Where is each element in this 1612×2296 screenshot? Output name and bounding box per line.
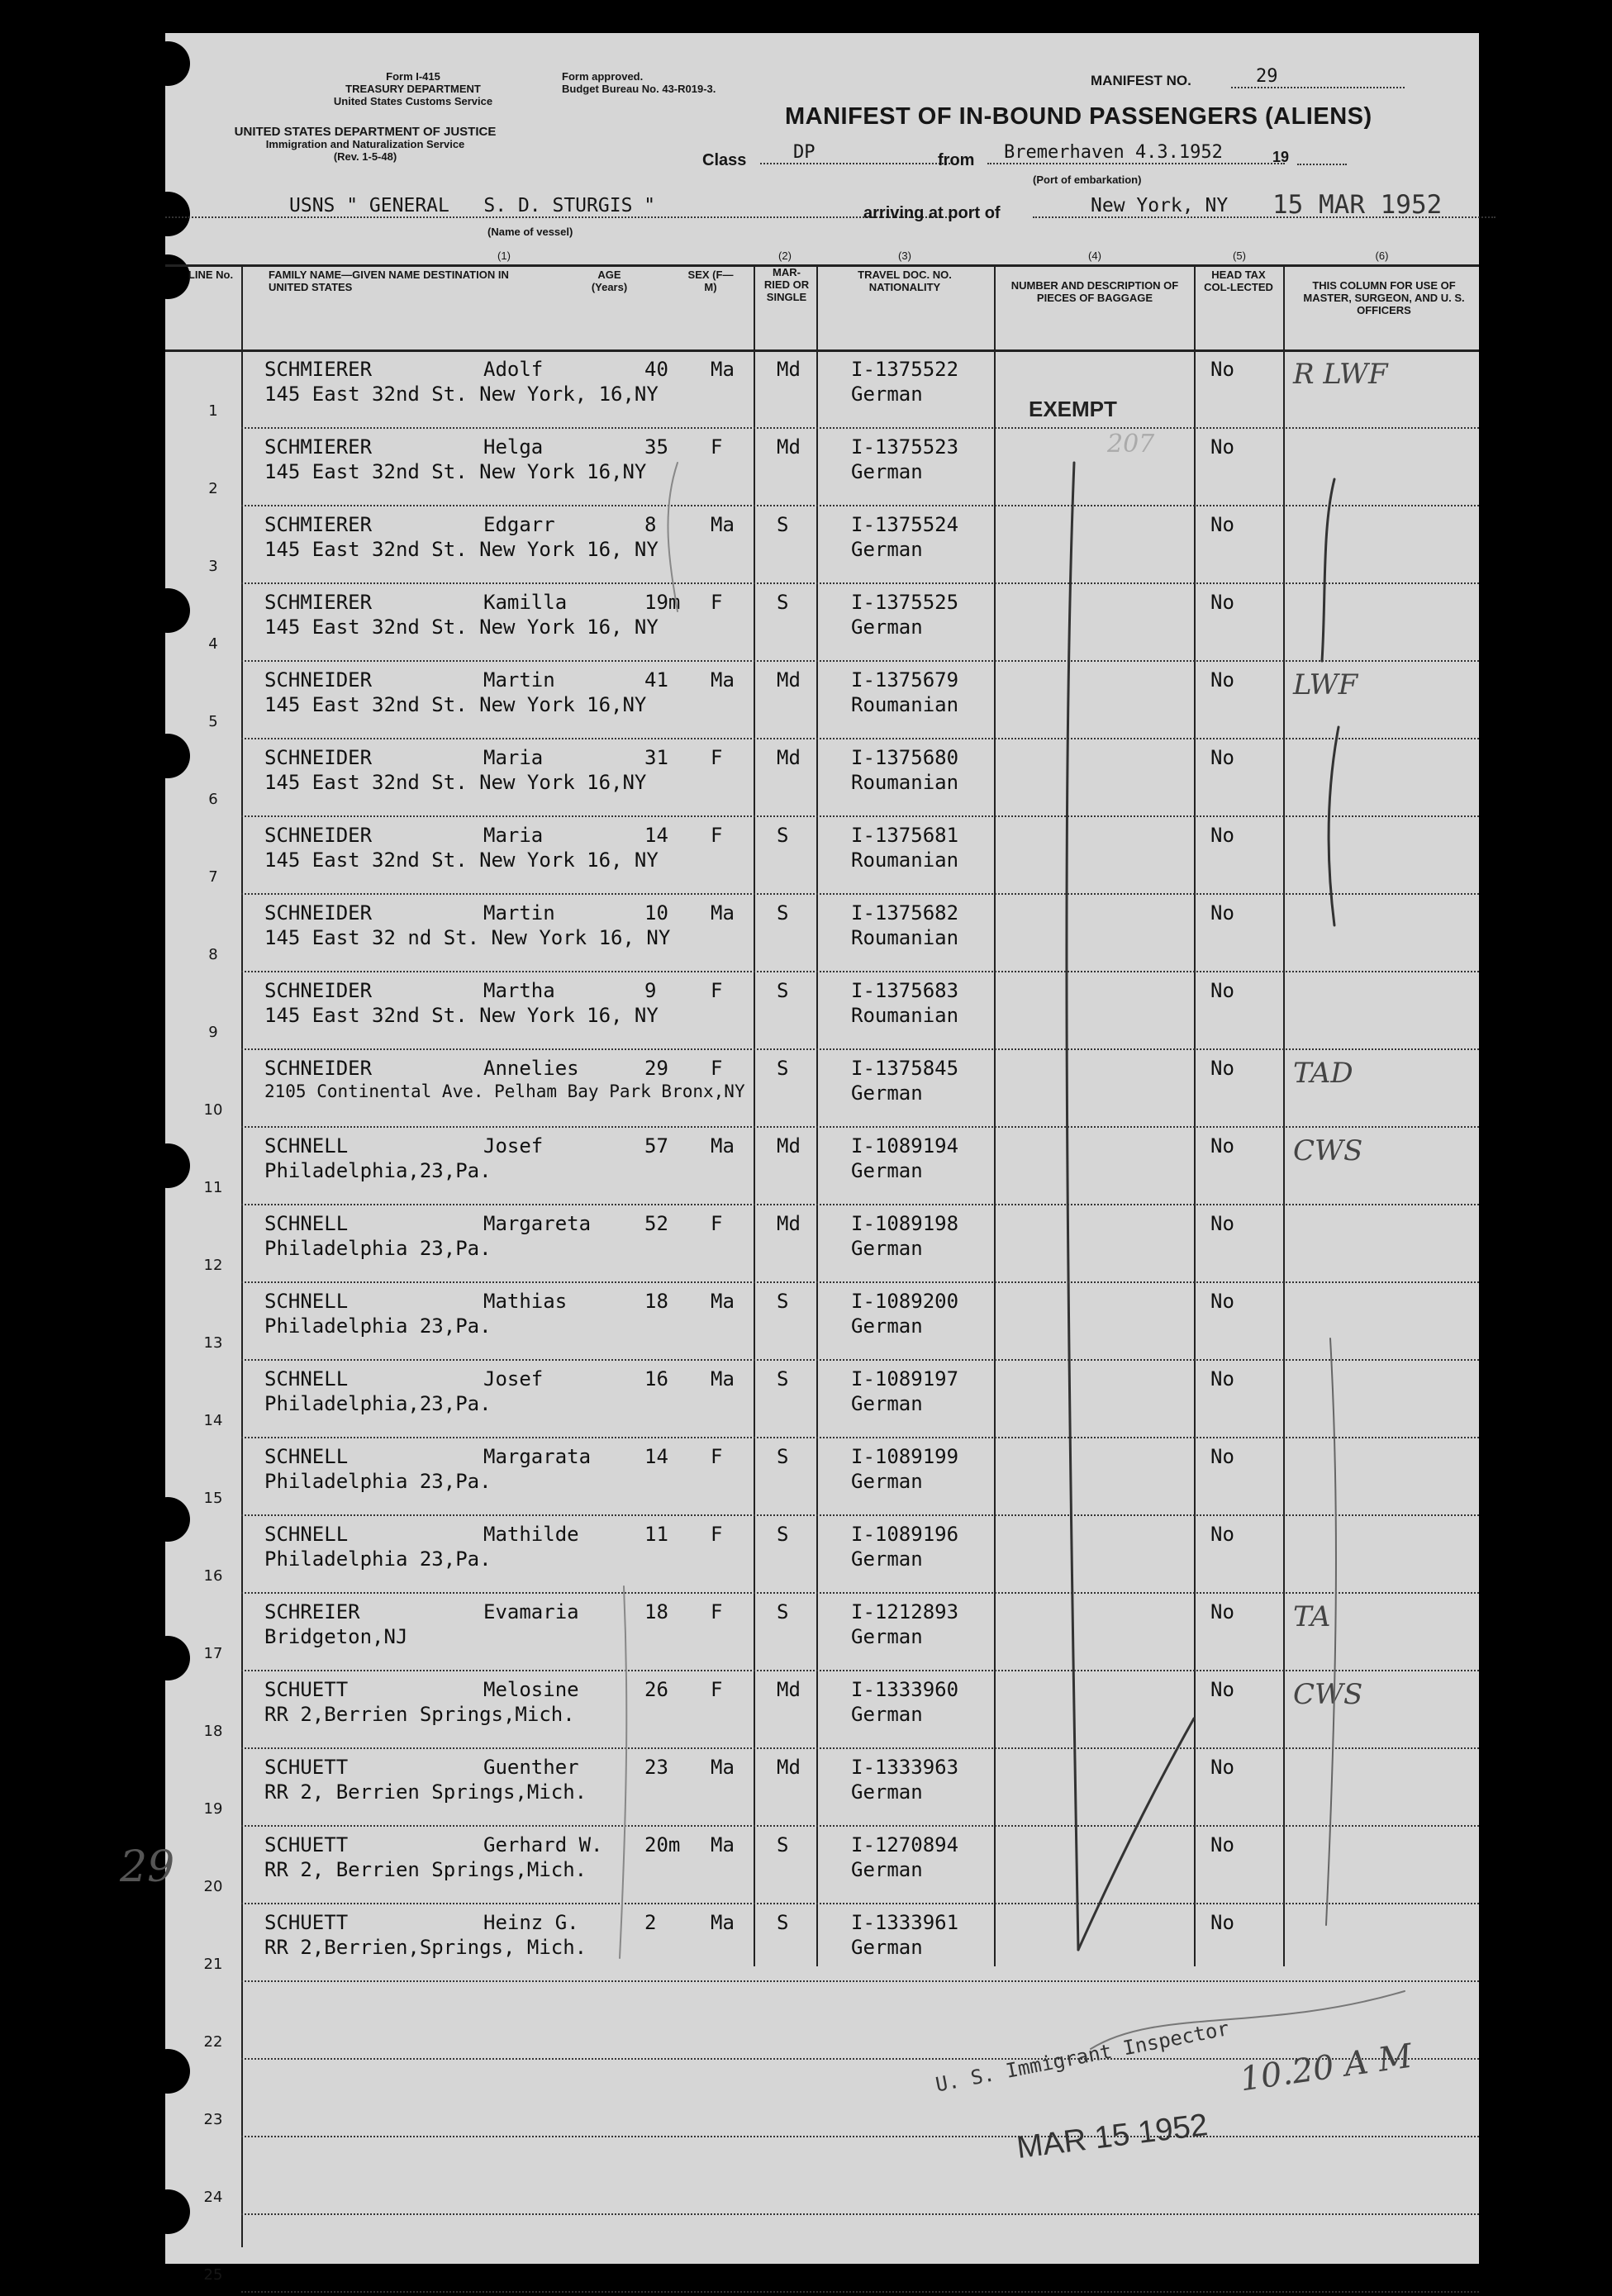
age: 26 — [644, 1678, 668, 1701]
budget-bureau: Budget Bureau No. 43-R019-3. — [562, 83, 716, 95]
age: 52 — [644, 1212, 668, 1235]
family-name: SCHNELL — [264, 1523, 349, 1546]
sex: F — [711, 979, 723, 1002]
officer-note: R LWF — [1293, 358, 1388, 391]
family-name: SCHMIERER — [264, 591, 373, 614]
arrival-port: New York, NY — [1033, 195, 1495, 218]
marital-status: Md — [777, 1678, 801, 1701]
travel-doc-no: I-1375523 — [851, 435, 959, 459]
sex: F — [711, 1523, 723, 1546]
head-tax: No — [1210, 1134, 1234, 1158]
destination: RR 2, Berrien Springs,Mich. — [264, 1780, 587, 1804]
line-number: 24 — [203, 2189, 223, 2206]
baggage-number: 207 — [1107, 430, 1155, 459]
nationality: German — [851, 1081, 923, 1105]
sex: Ma — [711, 1134, 735, 1158]
line-number: 3 — [208, 558, 218, 575]
nationality: German — [851, 1625, 923, 1648]
destination: Philadelphia 23,Pa. — [264, 1314, 492, 1338]
travel-doc-no: I-1375680 — [851, 746, 959, 769]
line-number: 4 — [208, 635, 218, 653]
age: 9 — [644, 979, 657, 1002]
line-number: 21 — [203, 1956, 223, 1973]
travel-doc-no: I-1333961 — [851, 1911, 959, 1934]
nationality: German — [851, 1547, 923, 1571]
marital-status: S — [777, 1057, 789, 1080]
destination: 145 East 32nd St. New York 16,NY — [264, 771, 647, 794]
officer-note: LWF — [1293, 668, 1358, 701]
marital-status: Md — [777, 1212, 801, 1235]
col-header-line: LINE No. — [188, 269, 234, 281]
given-name: Evamaria — [483, 1600, 579, 1623]
family-name: SCHNELL — [264, 1367, 349, 1390]
age: 35 — [644, 435, 668, 459]
marital-status: S — [777, 513, 789, 536]
col-header-married: MAR-RIED OR SINGLE — [763, 266, 810, 303]
sex: Ma — [711, 1833, 735, 1856]
marital-status: S — [777, 1600, 789, 1623]
line-number: 17 — [203, 1645, 223, 1662]
given-name: Annelies — [483, 1057, 579, 1080]
line-number: 9 — [208, 1024, 218, 1041]
sex: F — [711, 591, 723, 614]
from-value: Bremerhaven 4.3.1952 — [987, 142, 1285, 164]
head-tax: No — [1210, 1445, 1234, 1468]
sex: F — [711, 1212, 723, 1235]
arrival-date-stamp: 15 MAR 1952 — [1272, 190, 1443, 220]
marital-status: S — [777, 1445, 789, 1468]
line-number: 5 — [208, 713, 218, 730]
sex: Ma — [711, 668, 735, 692]
head-tax: No — [1210, 746, 1234, 769]
officer-note: TA — [1293, 1600, 1331, 1633]
age: 14 — [644, 1445, 668, 1468]
destination: Philadelphia 23,Pa. — [264, 1547, 492, 1571]
nationality: German — [851, 1703, 923, 1726]
given-name: Melosine — [483, 1678, 579, 1701]
nationality: Roumanian — [851, 693, 959, 716]
age: 57 — [644, 1134, 668, 1158]
handwriting-strokes — [165, 33, 1479, 2264]
nationality: German — [851, 1237, 923, 1260]
age: 41 — [644, 668, 668, 692]
given-name: Martin — [483, 901, 555, 925]
col-num-1: (1) — [497, 250, 511, 262]
col-num-3: (3) — [898, 250, 911, 262]
line-number: 22 — [203, 2033, 223, 2051]
given-name: Guenther — [483, 1756, 579, 1779]
inspector-stamp: U. S. Immigrant Inspector — [934, 2017, 1231, 2097]
given-name: Helga — [483, 435, 544, 459]
marital-status: Md — [777, 435, 801, 459]
sex: Ma — [711, 358, 735, 381]
age: 14 — [644, 824, 668, 847]
travel-doc-no: I-1375845 — [851, 1057, 959, 1080]
line-number: 16 — [203, 1567, 223, 1585]
sex: Ma — [711, 1911, 735, 1934]
head-tax: No — [1210, 1057, 1234, 1080]
col-header-sex: SEX (F—M) — [687, 269, 734, 293]
travel-doc-no: I-1089198 — [851, 1212, 959, 1235]
travel-doc-no: I-1089200 — [851, 1290, 959, 1313]
travel-doc-no: I-1212893 — [851, 1600, 959, 1623]
destination: 145 East 32 nd St. New York 16, NY — [264, 926, 671, 949]
family-name: SCHUETT — [264, 1678, 349, 1701]
marital-status: S — [777, 824, 789, 847]
col-header-headtax: HEAD TAX COL-LECTED — [1204, 269, 1273, 293]
nationality: Roumanian — [851, 926, 959, 949]
age: 16 — [644, 1367, 668, 1390]
travel-doc-no: I-1333960 — [851, 1678, 959, 1701]
customs-service: United States Customs Service — [333, 95, 493, 107]
sex: F — [711, 1600, 723, 1623]
line-number: 25 — [203, 2266, 223, 2284]
destination: 145 East 32nd St. New York, 16,NY — [264, 383, 659, 406]
marital-status: S — [777, 1367, 789, 1390]
form-approved: Form approved. — [562, 70, 644, 83]
nationality: German — [851, 538, 923, 561]
age: 11 — [644, 1523, 668, 1546]
nationality: Roumanian — [851, 771, 959, 794]
sex: F — [711, 435, 723, 459]
head-tax: No — [1210, 1212, 1234, 1235]
head-tax: No — [1210, 1523, 1234, 1546]
class-label: Class — [702, 151, 747, 169]
sex: F — [711, 746, 723, 769]
head-tax: No — [1210, 824, 1234, 847]
col-header-baggage: NUMBER AND DESCRIPTION OF PIECES OF BAGGAGE — [1010, 279, 1179, 304]
age: 19m — [644, 591, 681, 614]
travel-doc-no: I-1270894 — [851, 1833, 959, 1856]
dept-treasury: TREASURY DEPARTMENT — [345, 83, 481, 95]
family-name: SCHNEIDER — [264, 901, 373, 925]
line-number: 10 — [203, 1101, 223, 1119]
given-name: Martin — [483, 668, 555, 692]
head-tax: No — [1210, 1756, 1234, 1779]
head-tax: No — [1210, 358, 1234, 381]
nationality: German — [851, 383, 923, 406]
line-number: 15 — [203, 1490, 223, 1507]
given-name: Gerhard W. — [483, 1833, 603, 1856]
marital-status: S — [777, 591, 789, 614]
dept-justice: UNITED STATES DEPARTMENT OF JUSTICE — [234, 125, 497, 139]
nationality: German — [851, 1392, 923, 1415]
line-number: 12 — [203, 1257, 223, 1274]
given-name: Mathias — [483, 1290, 568, 1313]
vessel-caption: (Name of vessel) — [487, 226, 573, 238]
col-num-2: (2) — [778, 250, 792, 262]
family-name: SCHNEIDER — [264, 1057, 373, 1080]
head-tax: No — [1210, 435, 1234, 459]
travel-doc-no: I-1089196 — [851, 1523, 959, 1546]
travel-doc-no: I-1089199 — [851, 1445, 959, 1468]
exempt-stamp: EXEMPT — [1029, 397, 1117, 421]
given-name: Martha — [483, 979, 555, 1002]
form-rev: (Rev. 1-5-48) — [333, 150, 397, 163]
head-tax: No — [1210, 1367, 1234, 1390]
nationality: German — [851, 1780, 923, 1804]
destination: RR 2,Berrien Springs,Mich. — [264, 1703, 575, 1726]
manifest-no-value: 29 — [1231, 66, 1405, 88]
age: 23 — [644, 1756, 668, 1779]
sex: Ma — [711, 513, 735, 536]
nationality: German — [851, 1314, 923, 1338]
family-name: SCHUETT — [264, 1833, 349, 1856]
destination: Philadelphia 23,Pa. — [264, 1237, 492, 1260]
age: 8 — [644, 513, 657, 536]
travel-doc-no: I-1375682 — [851, 901, 959, 925]
age: 40 — [644, 358, 668, 381]
line-number: 2 — [208, 480, 218, 497]
family-name: SCHMIERER — [264, 358, 373, 381]
age: 29 — [644, 1057, 668, 1080]
marital-status: S — [777, 1833, 789, 1856]
line-number: 20 — [203, 1878, 223, 1895]
head-tax: No — [1210, 1600, 1234, 1623]
marital-status: Md — [777, 668, 801, 692]
inspector-date-stamp: MAR 15 1952 — [1015, 2108, 1210, 2166]
destination: Philadelphia,23,Pa. — [264, 1392, 492, 1415]
age: 18 — [644, 1290, 668, 1313]
line-number: 14 — [203, 1412, 223, 1429]
marital-status: Md — [777, 358, 801, 381]
col-header-age: AGE (Years) — [591, 269, 628, 293]
destination: Philadelphia 23,Pa. — [264, 1470, 492, 1493]
line-number: 1 — [208, 402, 218, 420]
age: 20m — [644, 1833, 681, 1856]
destination: RR 2,Berrien,Springs, Mich. — [264, 1936, 587, 1959]
nationality: German — [851, 1470, 923, 1493]
travel-doc-no: I-1375679 — [851, 668, 959, 692]
officer-note: TAD — [1293, 1057, 1353, 1090]
destination: Bridgeton,NJ — [264, 1625, 408, 1648]
officer-note: CWS — [1293, 1134, 1363, 1167]
line-number: 19 — [203, 1800, 223, 1818]
nationality: German — [851, 460, 923, 483]
time-note: 10.20 A M — [1237, 2037, 1415, 2099]
line-number: 8 — [208, 946, 218, 963]
page-title: MANIFEST OF IN-BOUND PASSENGERS (ALIENS) — [785, 103, 1372, 130]
age: 10 — [644, 901, 668, 925]
head-tax: No — [1210, 591, 1234, 614]
given-name: Edgarr — [483, 513, 555, 536]
line-number: 11 — [203, 1179, 223, 1196]
col-header-travel: TRAVEL DOC. NO. NATIONALITY — [858, 269, 952, 293]
destination: 145 East 32nd St. New York 16, NY — [264, 538, 659, 561]
family-name: SCHNEIDER — [264, 746, 373, 769]
class-value: DP — [760, 142, 950, 164]
marital-status: S — [777, 901, 789, 925]
marital-status: Md — [777, 1756, 801, 1779]
margin-number: 29 — [120, 1842, 175, 1892]
destination: 145 East 32nd St. New York 16,NY — [264, 693, 647, 716]
year-label: 19 — [1272, 149, 1290, 165]
given-name: Josef — [483, 1134, 544, 1158]
destination: 2105 Continental Ave. Pelham Bay Park Bronx,NY — [264, 1081, 745, 1101]
row-rule — [241, 2291, 1479, 2293]
family-name: SCHREIER — [264, 1600, 360, 1623]
family-name: SCHUETT — [264, 1911, 349, 1934]
col-num-6: (6) — [1375, 250, 1389, 262]
destination: 145 East 32nd St. New York 16,NY — [264, 460, 647, 483]
travel-doc-no: I-1089197 — [851, 1367, 959, 1390]
nationality: German — [851, 1858, 923, 1881]
marital-status: S — [777, 1290, 789, 1313]
family-name: SCHNEIDER — [264, 668, 373, 692]
form-id: Form I-415 — [386, 70, 440, 83]
age: 18 — [644, 1600, 668, 1623]
given-name: Margarata — [483, 1445, 592, 1468]
line-number: 7 — [208, 868, 218, 886]
sex: F — [711, 824, 723, 847]
destination: RR 2, Berrien Springs,Mich. — [264, 1858, 587, 1881]
destination: 145 East 32nd St. New York 16, NY — [264, 616, 659, 639]
age: 2 — [644, 1911, 657, 1934]
sex: Ma — [711, 901, 735, 925]
nationality: German — [851, 1159, 923, 1182]
head-tax: No — [1210, 513, 1234, 536]
given-name: Maria — [483, 824, 544, 847]
destination: 145 East 32nd St. New York 16, NY — [264, 849, 659, 872]
from-label: from — [938, 151, 975, 169]
marital-status: Md — [777, 746, 801, 769]
col-header-officers: THIS COLUMN FOR USE OF MASTER, SURGEON, AND U. S. OFFICERS — [1303, 279, 1465, 316]
travel-doc-no: I-1089194 — [851, 1134, 959, 1158]
age: 31 — [644, 746, 668, 769]
head-tax: No — [1210, 979, 1234, 1002]
manifest-no-label: MANIFEST NO. — [1091, 73, 1191, 88]
given-name: Adolf — [483, 358, 544, 381]
line-number: 13 — [203, 1334, 223, 1352]
family-name: SCHNEIDER — [264, 979, 373, 1002]
head-tax: No — [1210, 668, 1234, 692]
arriving-label: arriving at port of — [863, 204, 1001, 222]
sex: Ma — [711, 1756, 735, 1779]
col-num-5: (5) — [1233, 250, 1246, 262]
travel-doc-no: I-1375525 — [851, 591, 959, 614]
sex: Ma — [711, 1367, 735, 1390]
manifest-page — [120, 33, 1479, 2284]
nationality: Roumanian — [851, 1004, 959, 1027]
sex: F — [711, 1057, 723, 1080]
travel-doc-no: I-1375522 — [851, 358, 959, 381]
given-name: Mathilde — [483, 1523, 579, 1546]
nationality: Roumanian — [851, 849, 959, 872]
head-tax: No — [1210, 1911, 1234, 1934]
destination: 145 East 32nd St. New York 16, NY — [264, 1004, 659, 1027]
given-name: Heinz G. — [483, 1911, 579, 1934]
sex: F — [711, 1445, 723, 1468]
marital-status: S — [777, 979, 789, 1002]
head-tax: No — [1210, 1833, 1234, 1856]
head-tax: No — [1210, 1678, 1234, 1701]
destination: Philadelphia,23,Pa. — [264, 1159, 492, 1182]
family-name: SCHNELL — [264, 1134, 349, 1158]
col-header-name: FAMILY NAME—GIVEN NAME DESTINATION IN UNITED STATES — [269, 269, 509, 293]
given-name: Kamilla — [483, 591, 568, 614]
travel-doc-no: I-1375524 — [851, 513, 959, 536]
given-name: Margareta — [483, 1212, 592, 1235]
officer-note: CWS — [1293, 1678, 1363, 1711]
sex: F — [711, 1678, 723, 1701]
family-name: SCHUETT — [264, 1756, 349, 1779]
family-name: SCHMIERER — [264, 435, 373, 459]
line-number: 18 — [203, 1723, 223, 1740]
travel-doc-no: I-1375681 — [851, 824, 959, 847]
family-name: SCHNELL — [264, 1290, 349, 1313]
col-num-4: (4) — [1088, 250, 1101, 262]
vessel-name: USNS " GENERAL S. D. STURGIS " — [165, 195, 950, 218]
port-embark-caption: (Port of embarkation) — [1033, 174, 1142, 186]
ins-name: Immigration and Naturalization Service — [265, 138, 465, 150]
line-number: 23 — [203, 2111, 223, 2128]
line-number: 6 — [208, 791, 218, 808]
nationality: German — [851, 1936, 923, 1959]
family-name: SCHNELL — [264, 1212, 349, 1235]
given-name: Maria — [483, 746, 544, 769]
sex: Ma — [711, 1290, 735, 1313]
nationality: German — [851, 616, 923, 639]
family-name: SCHNEIDER — [264, 824, 373, 847]
marital-status: Md — [777, 1134, 801, 1158]
travel-doc-no: I-1333963 — [851, 1756, 959, 1779]
family-name: SCHMIERER — [264, 513, 373, 536]
marital-status: S — [777, 1911, 789, 1934]
head-tax: No — [1210, 1290, 1234, 1313]
given-name: Josef — [483, 1367, 544, 1390]
marital-status: S — [777, 1523, 789, 1546]
head-tax: No — [1210, 901, 1234, 925]
travel-doc-no: I-1375683 — [851, 979, 959, 1002]
family-name: SCHNELL — [264, 1445, 349, 1468]
